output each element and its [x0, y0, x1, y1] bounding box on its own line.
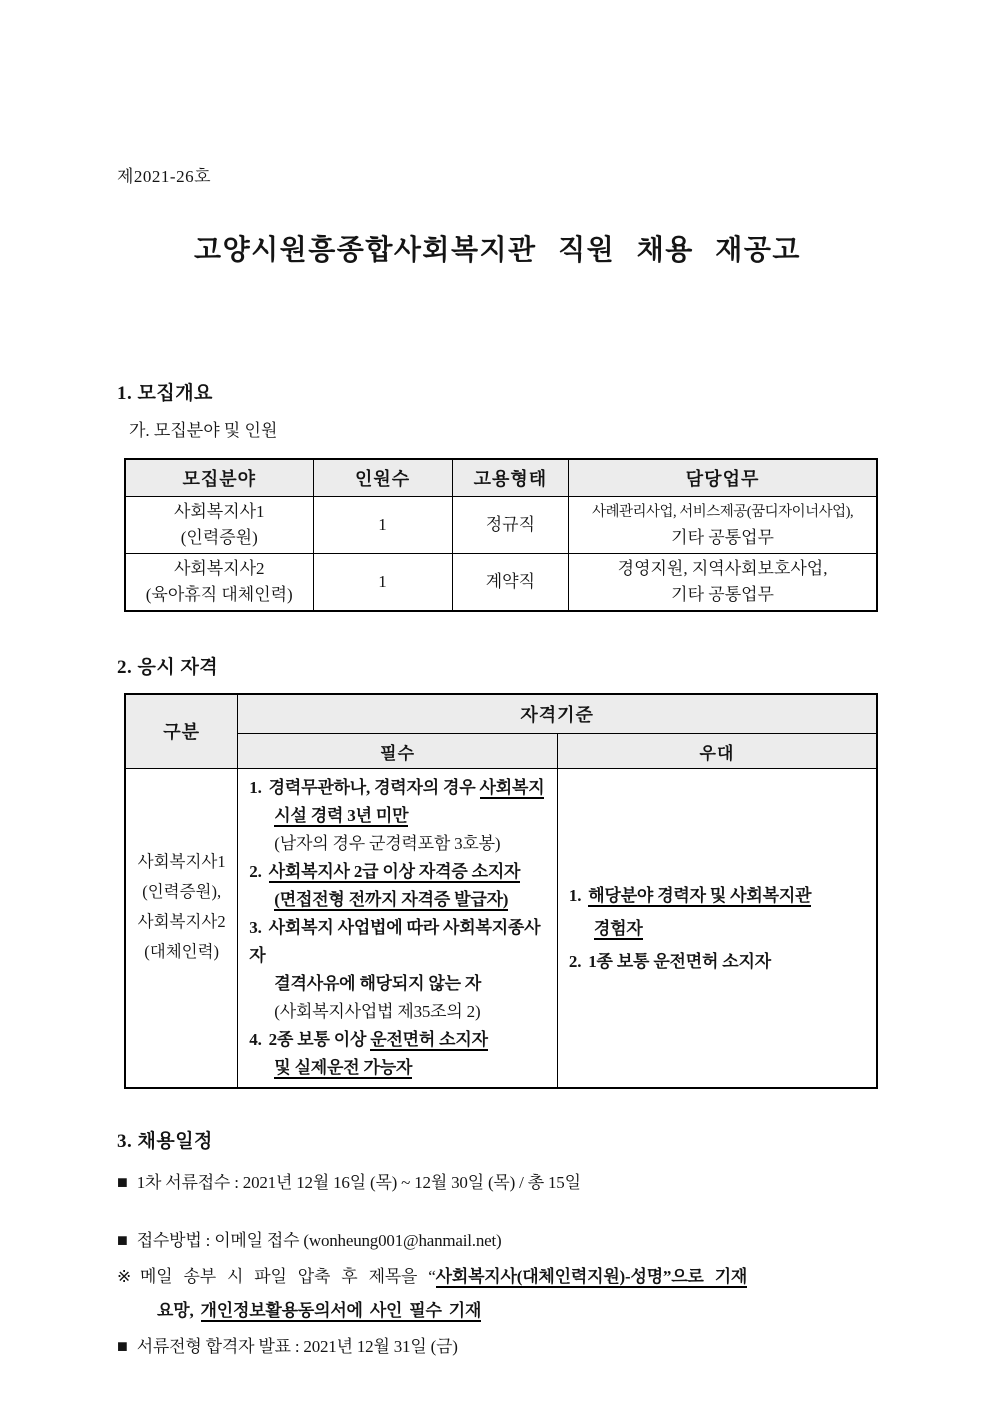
required-item-1: 1. 경력무관하나, 경력자의 경우 사회복지: [249, 778, 545, 797]
duty-line2: 기타 공통업무: [671, 527, 774, 547]
qualification-table: [124, 693, 878, 1090]
header-type: 고용형태: [452, 459, 569, 496]
section-qualifications: [117, 652, 878, 1090]
header-field: 모집분야: [125, 459, 313, 496]
qualification-header-row2: [125, 734, 877, 769]
header-required: 필수: [238, 734, 558, 769]
square-bullet-icon: ■: [117, 1336, 128, 1356]
schedule-item-document-submission: [117, 1168, 878, 1197]
required-item-3-note: (사회복지사업법 제35조의 2): [274, 1002, 481, 1021]
field-note: (육아휴직 대체인력): [145, 584, 293, 604]
required-item-4: 4. 2종 보통 이상 운전면허 소지자: [249, 1030, 488, 1049]
schedule-item-submission-method: [117, 1226, 878, 1255]
section2-heading: 2. 응시 자격: [117, 656, 219, 678]
qualification-body-row: [125, 769, 877, 1089]
section-schedule: [117, 1126, 878, 1361]
cell-count: 1: [313, 553, 452, 611]
cell-duty: [569, 496, 877, 553]
cell-field: [125, 553, 313, 611]
required-item-1-note: (남자의 경우 군경력포함 3호봉): [274, 834, 501, 853]
note-emphasis: 개인정보활용동의서에 사인 필수 기재: [200, 1301, 482, 1320]
group-line: (대체인력): [144, 942, 220, 961]
recruitment-table: [124, 458, 878, 612]
table-row: [125, 553, 877, 611]
section1-subheading: 가. 모집분야 및 인원: [129, 421, 278, 440]
preferred-item-1: 1. 해당분야 경력자 및 사회복지관: [568, 885, 812, 905]
section3-heading: 3. 채용일정: [117, 1131, 213, 1152]
field-note: (인력증원): [180, 527, 258, 547]
table-row: [125, 496, 877, 553]
preferred-item-1-cont: 경험자: [593, 918, 643, 938]
duty-line1: 사례관리사업, 서비스제공(꿈디자이너사업),: [591, 503, 854, 520]
cell-field: [125, 496, 313, 553]
note-text: 요망,: [157, 1301, 201, 1320]
cell-duty: [569, 553, 877, 611]
cell-type: 정규직: [452, 496, 569, 553]
document-title: 고양시원흥종합사회복지관 직원 채용 재공고: [194, 235, 801, 266]
preferred-item-2: 2. 1종 보통 운전면허 소지자: [568, 951, 771, 971]
note-emphasis: 사회복지사(대체인력지원)-성명”으로 기재: [435, 1267, 748, 1286]
header-count: 인원수: [313, 459, 452, 496]
square-bullet-icon: ■: [117, 1230, 128, 1250]
group-line: 사회복지사1: [137, 852, 226, 871]
document-number: 제2021-26호: [117, 167, 212, 186]
schedule-note-mail-line2: [117, 1296, 878, 1325]
required-item-2-note: (면접전형 전까지 자격증 발급자): [274, 890, 509, 909]
field-name: 사회복지사1: [173, 501, 265, 521]
reference-mark-icon: ※: [117, 1267, 132, 1286]
duty-line1: 경영지원, 지역사회보호사업,: [617, 558, 828, 578]
cell-count: 1: [313, 496, 452, 553]
section1-heading: 1. 모집개요: [117, 383, 213, 404]
recruitment-table-header-row: [125, 459, 877, 496]
schedule-item-text: 서류전형 합격자 발표 : 2021년 12월 31일 (금): [136, 1337, 458, 1356]
duty-line2: 기타 공통업무: [671, 584, 774, 604]
cell-required: [238, 769, 558, 1089]
field-name: 사회복지사2: [173, 558, 265, 578]
required-item-3: 3. 사회복지 사업법에 따라 사회복지종사자: [249, 918, 541, 965]
required-item-4-cont: 및 실제운전 가능자: [274, 1058, 413, 1077]
qualification-header-row1: [125, 694, 877, 734]
required-item-2: 2. 사회복지사 2급 이상 자격증 소지자: [249, 862, 521, 881]
header-duty: 담당업무: [569, 459, 877, 496]
schedule-item-text: 1차 서류접수 : 2021년 12월 16일 (목) ~ 12월 30일 (목) / 총 15일: [136, 1173, 581, 1192]
header-preferred: 우대: [557, 734, 877, 769]
square-bullet-icon: ■: [117, 1172, 128, 1192]
header-group: 구분: [125, 694, 238, 769]
group-line: 사회복지사2: [137, 912, 226, 931]
cell-preferred: [557, 769, 877, 1089]
section-recruitment-overview: [117, 378, 878, 612]
required-item-3-cont: 결격사유에 해당되지 않는 자: [274, 974, 482, 993]
cell-group: [125, 769, 238, 1089]
schedule-item-result-announcement: [117, 1332, 878, 1361]
schedule-note-mail: [117, 1262, 878, 1291]
header-criteria: 자격기준: [238, 694, 877, 734]
required-item-1-cont: 시설 경력 3년 미만: [274, 806, 409, 825]
cell-type: 계약직: [452, 553, 569, 611]
schedule-item-text: 접수방법 : 이메일 접수 (wonheung001@hanmail.net): [136, 1231, 502, 1250]
note-text: 메일 송부 시 파일 압축 후 제목을 “: [140, 1267, 436, 1286]
group-line: (인력증원),: [142, 882, 222, 901]
